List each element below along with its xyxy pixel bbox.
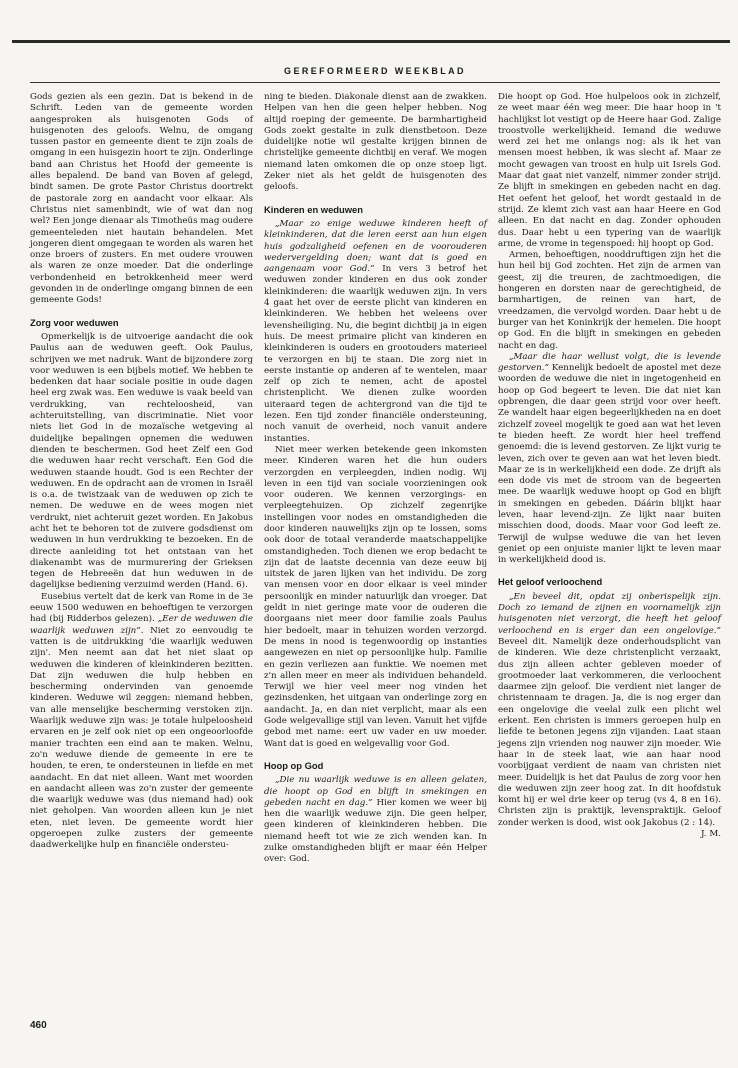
- section-heading: Zorg voor weduwen: [30, 316, 119, 328]
- top-rule: [12, 40, 730, 43]
- paragraph: [264, 219, 487, 445]
- paragraph: [498, 352, 721, 567]
- paragraph: ning te bieden. Diakonale dienst aan de zwakken. Helpen van hen die geen helper hebben. Nog altijd roeping der gemeente. De barmhartigheid Gods zoekt gestalte in zulk dienstbetoon. Deze duidelijke notie wil gestalte krijgen binnen de christelijke gemeente dichtbij en veraf. We mogen niemand laten omkomen die op onze stoep ligt. Zeker niet als het geldt de huisgenoten des geloofs.: [264, 92, 487, 193]
- quote: „Die nu waarlijk weduwe is en alleen gelaten, die hoopt op God en blijft in smekingen en gebeden nacht en dag.”: [264, 775, 487, 808]
- text-run: Hier komen we weer bij hen die waarlijk weduwe zijn. Die geen helper, geen kinderen of kleinkinderen hebben. Die niemand heeft tot wie ze zich wenden kan. In zulke omstandigheden blijft er maar één Helper over: God.: [264, 797, 487, 865]
- column-1: [30, 92, 253, 852]
- quote: „Eer de weduwen die waarlijk weduwen zijn”.: [30, 614, 253, 636]
- header-rule: [30, 82, 720, 83]
- paragraph: [264, 775, 487, 865]
- page-number: 460: [30, 1020, 47, 1031]
- column-3: [498, 92, 721, 840]
- paragraph: Opmerkelijk is de uitvoerige aandacht die ook Paulus aan de weduwen geeft. Ook Paulus, schrijven we met nadruk. Want de bijzondere zorg voor weduwen is een bijbels motief. We hebben te bedenken dat haar sociale positie in oude dagen heel erg zwak was. Een weduwe is vaak beeld van verdrukking, van rechteloosheid, van achteruitstelling, van discriminatie. Niet voor niets liet God in de mozaïsche wetgeving al duidelijke bepalingen opnemen die weduwen dienden te beschermen. God heet Zelf een God die weduwen haar recht verschaft. Een God die weduwen staande houdt. God is een Rechter der weduwen. En de opdracht aan de vromen in Israël is o.a. de twistzaak van de weduwen op zich te nemen. De weduwe en de wees mogen niet verdrukt, niet achteruit gezet worden. En Jakobus acht het te behoren tot de zuivere godsdienst om weduwen in hun verdrukking te bezoeken. En de directe aanleiding tot het ontstaan van het diakenambt was de murmurering der Grieksen tegen de Hebreeën dat hun weduwen in de dagelijkse bediening verzuimd werden (Hand. 6).: [30, 331, 253, 591]
- paragraph: Niet meer werken betekende geen inkomsten meer. Kinderen waren het die hun ouders verzorgden en verpleegden, indien nodig. Wij leven in een tijd van sociale voorzieningen ook voor ouderen. We kennen verzorgings- en verpleegtehuizen. Op zichzelf zegenrijke instellingen voor nodes en omstandigheden die door kinderen nauwelijks zijn op te lossen, soms ook door de totaal veranderde maatschappelijke omstandigheden. Toch dienen we erop bedacht te zijn dat de laatste decennia van deze eeuw bij uitstek de jaren lijken van het individu. De zorg van mensen voor en door elkaar is veel minder persoonlijk en minder natuurlijk dan vroeger. Dat geldt in niet geringe mate voor de ouderen die doorgaans niet meer door familie zoals Paulus hier bedoelt, maar in tehuizen worden verzorgd. De mens in nood is tegenwoordig op instanties aangewezen en niet op persoonlijke hulp. Familie en gezin verliezen aan funktie. We noemen met z'n allen meer en meer als individuen behandeld. Terwijl we hier veel meer nog vinden het gezinsdenken, het uitgaan van onderlinge zorg en aandacht. Ja, en dan niet verplicht, maar als een Gode welgevallige stijl van leven. Vanuit het vijfde gebod met name: eert uw vader en uw moeder. Want dat is goed en welgevallig voor God.: [264, 444, 487, 749]
- quote: „En beveel dit, opdat zij onberispelijk zijn. Doch zo iemand de zijnen en voornamelijk zijn huisgenoten niet verzorgt, die heeft het geloof verloochend en is erger dan een ongelovige.”: [498, 591, 721, 636]
- running-header: GEREFORMEERD WEEKBLAD: [284, 66, 466, 76]
- text-run: Eusebius vertelt dat de kerk van Rome in de 3e eeuw 1500 weduwen en behoeftigen te verzorgen had (bij Ridderbos gelezen).: [30, 591, 253, 625]
- column-2: [264, 92, 487, 866]
- section-heading: Het geloof verloochend: [498, 576, 603, 588]
- quote: „Maar zo enige weduwe kinderen heeft of kleinkinderen, dat die leren eerst aan hun eigen huis godzaligheid oefenen en de voorouderen wedervergelding doen; want dat is goed en aangenaam voor God.”: [264, 218, 487, 275]
- paragraph: Die hoopt op God. Hoe hulpeloos ook in zichzelf, ze weet maar één weg meer. Die haar hoop in 't hachlijkst lot vestigt op de Heere haar God. Zalige troostvolle werkelijkheid. Iemand die weduwe werd zei het me onlangs nog: als ik het van mensen moest hebben, ik was slecht af. Maar ze mocht gewagen van troost en hulp uit Isrels God. Maar dat gaat niet vanzelf, nimmer zonder strijd. Ze blijft in smekingen en gebeden nacht en dag. Het oefent het geloof, het wordt gestaald in de strijd. Ze klemt zich vast aan haar Heere en God alleen. En dat nacht en dag. Zonder ophouden dus. Daar hebt u een typering van de waarlijk arme, de vrome in tegenspoed: hij hoopt op God.: [498, 92, 721, 249]
- section-heading: Hoop op God: [264, 759, 324, 771]
- quote: „Maar die haar wellust volgt, die is levende gestorven.”: [498, 351, 721, 374]
- text-run: In vers 3 betrof het weduwen zonder kinderen en dus ook zonder kleinkinderen: die waarlijk weduwen zijn. In vers 4 gaat het over de eerste plicht van kinderen en kleinkinderen. We hebben het weleens over levensheiliging. Nu, die begint dichtbij ja in eigen huis. De meest primaire plicht van kinderen en kleinkinderen is ouders en grootouders materieel te verzorgen en bij te staan. Die zorg niet in eerste instantie op anderen af te wentelen, maar zelf op zich te nemen, acht de apostel christenplicht. We dienen zulke woorden uiteraard tegen de achtergrond van die tijd te lezen. Een tijd zonder financiële ondersteuning, noch vanuit de overheid, noch vanuit andere instanties.: [264, 264, 487, 444]
- author-signature: J. M.: [701, 829, 721, 839]
- text-run: Beveel dit. Namelijk deze onderhoudsplicht van de kinderen. Wie deze christenplicht verzaakt, dus zijn alleen achter gebleven moeder of grootmoeder laat verkommeren, die verloochent daarmee zijn geloof. Die verdient niet langer de christennaam te dragen. Ja, die is nog erger dan een ongelovige die veelal zulk een plicht wel erkent. Een christen is immers geroepen hulp en liefde te betonen jegens zijn vijanden. Laat staan jegens zijn vrienden nog nauwer zijn moeder. Wie haar in de steek laat, wie aan haar nood voorbijgaat verdient de naam van christen niet meer. Duidelijk is het dat Paulus de zorg voor hen die weduwen zijn zeer hoog zat. In dit hoofdstuk komt hij er wel drie keer op terug (vs 4, 8 en 16). Christen zijn is praktijk, levenspraktijk. Geloof zonder werken is dood, wist ook Jakobus (2 : 14).: [498, 636, 721, 828]
- text-run: Kennelijk bedoelt de apostel met deze woorden de weduwe die niet in ingetogenheid en hoop op God begeert te leven. Die dat niet kan opbrengen, die daar geen strijd voor over heeft. Ze wandelt haar eigen begeerlijkheden na en doet zichzelf zoveel mogelijk te goed aan wat het leven te bieden heeft. Ze wordt hier heel treffend genoemd: die is levend gestorven. Ze lijkt vurig te leven, zich over te geven aan wat het leven biedt. Maar ze is in werkelijkheid een dode. Ze drijft als een dode vis met de stroom van de begeerten mee. De waarlijk weduwe hoopt op God en blijft in smekingen en gebeden. Dáárin blijkt haar leven, haar levend-zijn. Ze lijkt naar buiten misschien dood, doods. Maar voor God leeft ze. Terwijl de wulpse weduwe die van het leven geniet op een onjuiste manier lijkt te leven maar in werkelijkheid dood is.: [498, 363, 721, 566]
- paragraph: Gods gezien als een gezin. Dat is bekend in de Schrift. Leden van de gemeente worden aangesproken als huisgenoten Gods of huisgenoten des geloofs. Welnu, de omgang tussen pastor en gemeente dient te zijn zoals de omgang in een huisgezin hoort te zijn. Onderlinge band aan Christus het Hoofd der gemeente is alles bepalend. De band van Boven af gelegd, bindt samen. De grote Pastor Christus doortrekt de pastorale zorg en aandacht voor elkaar. Als Christus niet samenbindt, wie of wat dan nog wel? Een jonge dienaar als Timotheüs mag oudere gemeenteleden niet hautain behandelen. Met jongeren dient omgegaan te worden als waren het onze broers of zusters. En met oudere vrouwen als waren ze onze moeder. Dat die onderlinge verbondenheid en betrokkenheid meer werd gevonden in de onderlinge omgang binnen de een gemeente Gods!: [30, 92, 253, 306]
- paragraph: [30, 592, 253, 852]
- paragraph: Armen, behoeftigen, nooddruftigen zijn het die hun heil bij God zochten. Het zijn de armen van geest, zij die treuren, de zachtmoedigen, die hongeren en dorsten naar de gerechtigheid, de barmhartigen, de reinen van hart, de vreedzamen, die vervolgd worden. Daar hebt u de burger van het Koninkrijk der hemelen. Die hoopt op God. En die blijft in smekingen en gebeden nacht en dag.: [498, 250, 721, 351]
- section-heading: Kinderen en weduwen: [264, 203, 363, 215]
- text-run: Niet zo eenvoudig te vatten is de uitdrukking 'die waarlijk weduwen zijn'. Men neemt aan dat het niet slaat op weduwen die kinderen of kleinkinderen bezitten. Dat zijn weduwen die hulp hebben en bescherming ondervinden van genoemde kinderen. Weduwe wil zeggen: niemand hebben, van alle menselijke bescherming verstoken zijn. Waarlijk weduwe zijn was: je totale hulpeloosheid ervaren en je zelf ook niet op een ongeoorloofde manier trachten een eind aan te maken. Welnu, zo'n weduwe diende de gemeente in ere te houden, te eren, te ondersteunen in liefde en met aandacht. En dat niet alleen. Want met woorden en aandacht alleen was zo'n zuster der gemeente die waarlijk weduwe was (dus niemand had) ook niet geholpen. Van woorden alleen kun je niet eten, niet leven. De gemeente wordt hier opgeroepen zulke zusters der gemeente daadwerkelijke hulp en financiële ondersteu-: [30, 625, 253, 851]
- paragraph: [498, 592, 721, 829]
